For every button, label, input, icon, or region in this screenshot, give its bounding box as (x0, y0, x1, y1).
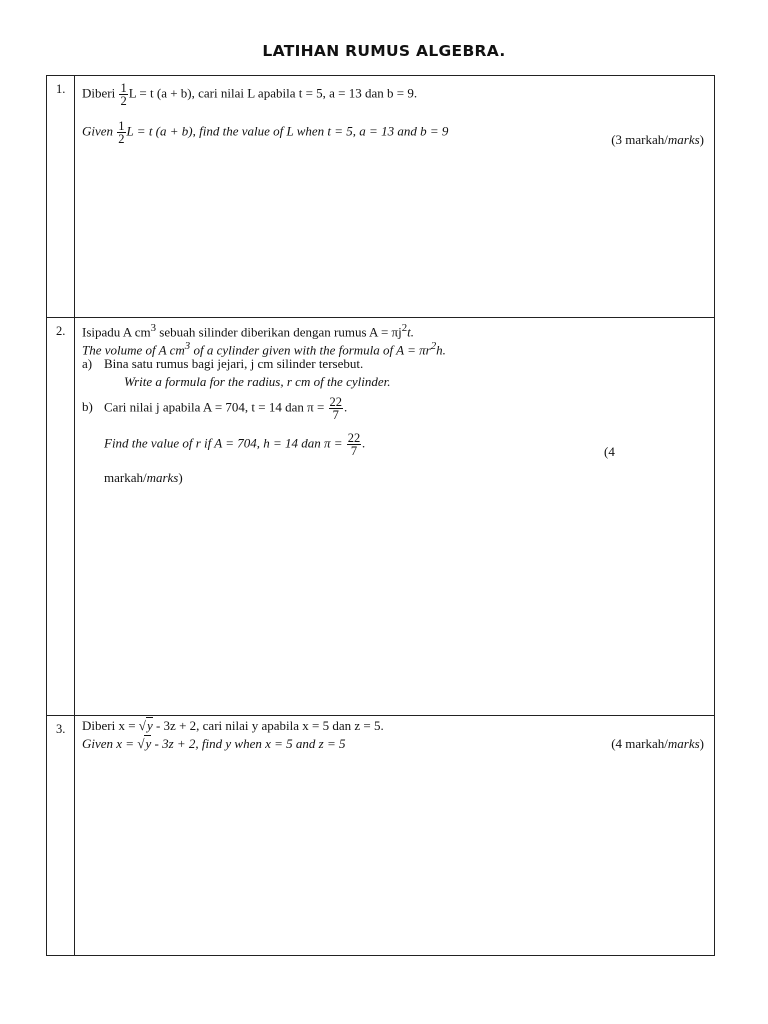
q1-malay-line: Diberi $\frac{1}{2}$ L = t (a + b), cari nilai L apabila t = 5, a = 13 dan b = 9. (82, 81, 418, 108)
q2-part-a-english: Write a formula for the radius, r cm of the cylinder. (124, 374, 391, 389)
question-1-cell (75, 76, 715, 318)
page-title: LATIHAN RUMUS ALGEBRA. (262, 42, 506, 60)
question-row-3 (47, 716, 715, 956)
q2-marks-text: markah/marks) (104, 470, 183, 485)
question-2-cell (75, 318, 715, 716)
question-3-cell (75, 716, 715, 956)
square-root: √y (138, 718, 153, 733)
q2-part-a-malay: a) Bina satu rumus bagi jejari, j cm silinder tersebut. (82, 356, 364, 371)
question-number: 3. (56, 722, 66, 736)
q2-part-b-english: Find the value of r if A = 704, h = 14 dan π = $\frac{22}{7}$ . (104, 431, 366, 458)
square-root: √y (137, 736, 152, 751)
question-row-2 (47, 318, 715, 716)
q3-english-line: Given x = √y - 3z + 2, find y when x = 5 and z = 5 (4 markah/marks) (82, 736, 704, 751)
fraction-22-over-7: $\frac{22}{7}$ (329, 395, 343, 422)
fraction-one-half: $\frac{1}{2}$ (120, 81, 127, 108)
q1-marks: (3 markah/marks) (611, 132, 704, 147)
question-number: 2. (56, 324, 66, 338)
question-table (46, 75, 715, 956)
q1-english-line: Given $\frac{1}{2}$ L = t (a + b), find the value of L when t = 5, a = 13 and b = 9 (3 markah/marks) (82, 119, 704, 147)
fraction-22-over-7: $\frac{22}{7}$ (347, 431, 361, 458)
q2-marks-number: (4 (604, 444, 615, 459)
q3-marks: (4 markah/marks) (611, 736, 704, 751)
question-row-1 (47, 76, 715, 318)
q2-malay-stem: Isipadu A $cm^3$ sebuah silinder diberikan dengan rumus $A = \pi j^2t$. (82, 322, 415, 340)
fraction-one-half: $\frac{1}{2}$ (118, 119, 125, 146)
question-number: 1. (56, 82, 66, 96)
q3-malay-line: Diberi x = √y - 3z + 2, cari nilai y apabila x = 5 dan z = 5. (82, 718, 384, 733)
q2-part-b-malay: b) Cari nilai j apabila A = 704, t = 14 dan π = $\frac{22}{7}$ . (82, 395, 348, 422)
q2-english-stem: The volume of A $cm^3$ of a cylinder given with the formula of $A = \pi r^2h$. (82, 340, 446, 358)
